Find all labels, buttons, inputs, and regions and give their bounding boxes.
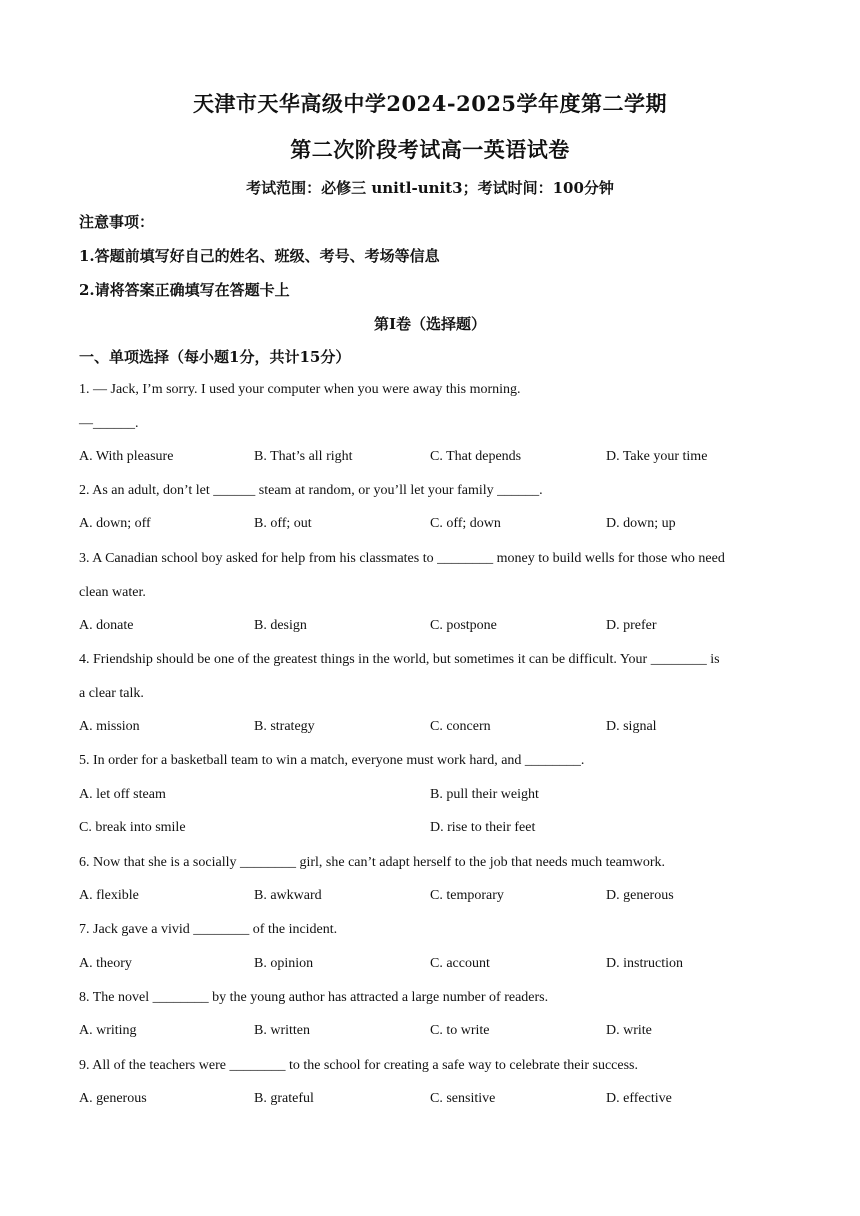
question-7-option-a: A. theory bbox=[79, 956, 132, 971]
question-9-option-d: D. effective bbox=[606, 1091, 672, 1106]
question-3-stem: 3. A Canadian school boy asked for help from his classmates to ________ money to build wells for those who need bbox=[79, 551, 725, 566]
question-1-option-b: B. That’s all right bbox=[254, 449, 353, 464]
question-8-stem: 8. The novel ________ by the young author has attracted a large number of readers. bbox=[79, 990, 549, 1005]
question-4-option-d: D. signal bbox=[606, 719, 657, 734]
question-1-option-a: A. With pleasure bbox=[79, 449, 174, 464]
question-3-option-b: B. design bbox=[254, 618, 307, 633]
question-6-option-b: B. awkward bbox=[254, 888, 322, 903]
question-9-option-c: C. sensitive bbox=[430, 1091, 496, 1106]
section-1-title: 一、单项选择（每小题1分，共计15分） bbox=[79, 348, 351, 366]
question-6-option-d: D. generous bbox=[606, 888, 674, 903]
question-5-stem: 5. In order for a basketball team to win a match, everyone must work hard, and ________. bbox=[79, 753, 585, 768]
question-9-option-b: B. grateful bbox=[254, 1091, 314, 1106]
question-8-option-b: B. written bbox=[254, 1023, 310, 1038]
question-6-option-c: C. temporary bbox=[430, 888, 504, 903]
question-8-option-a: A. writing bbox=[79, 1023, 137, 1038]
question-1-option-c: C. That depends bbox=[430, 449, 522, 464]
question-2-option-a: A. down; off bbox=[79, 516, 151, 531]
question-6-stem: 6. Now that she is a socially ________ girl, she can’t adapt herself to the job that needs much teamwork. bbox=[79, 855, 666, 870]
question-9-option-a: A. generous bbox=[79, 1091, 147, 1106]
question-9-stem: 9. All of the teachers were ________ to the school for creating a safe way to celebrate their success. bbox=[79, 1058, 639, 1073]
exam-title-line1: 天津市天华高级中学2024-2025学年度第二学期 bbox=[192, 91, 668, 116]
question-2-option-c: C. off; down bbox=[430, 516, 501, 531]
question-4-stem-line2: a clear talk. bbox=[79, 686, 144, 701]
question-5-option-d: D. rise to their feet bbox=[430, 820, 536, 835]
question-8-option-c: C. to write bbox=[430, 1023, 490, 1038]
question-3-option-c: C. postpone bbox=[430, 618, 497, 633]
question-7-option-b: B. opinion bbox=[254, 956, 314, 971]
notes-item-2: 2.请将答案正确填写在答题卡上 bbox=[79, 281, 290, 299]
question-3-option-a: A. donate bbox=[79, 618, 134, 633]
question-8-option-d: D. write bbox=[606, 1023, 652, 1038]
exam-title-line2: 第二次阶段考试高一英语试卷 bbox=[290, 137, 570, 162]
question-1-stem-line2: —______. bbox=[79, 416, 139, 431]
question-6-option-a: A. flexible bbox=[79, 888, 139, 903]
question-4-option-a: A. mission bbox=[79, 719, 140, 734]
question-5-option-a: A. let off steam bbox=[79, 787, 166, 802]
exam-scope: 考试范围：必修三 unitl-unit3；考试时间：100分钟 bbox=[246, 179, 614, 197]
question-5-option-c: C. break into smile bbox=[79, 820, 186, 835]
question-3-stem-line2: clean water. bbox=[79, 585, 146, 600]
question-1-stem: 1. — Jack, I’m sorry. I used your computer when you were away this morning. bbox=[79, 382, 521, 397]
question-7-option-d: D. instruction bbox=[606, 956, 683, 971]
question-7-option-c: C. account bbox=[430, 956, 490, 971]
question-4-stem: 4. Friendship should be one of the greatest things in the world, but sometimes it can be difficult. Your ________ is bbox=[79, 652, 720, 667]
question-1-option-d: D. Take your time bbox=[606, 449, 708, 464]
question-5-option-b: B. pull their weight bbox=[430, 787, 539, 802]
question-7-stem: 7. Jack gave a vivid ________ of the incident. bbox=[79, 922, 338, 937]
question-2-option-b: B. off; out bbox=[254, 516, 312, 531]
notes-heading: 注意事项： bbox=[79, 213, 155, 231]
question-2-stem: 2. As an adult, don’t let ______ steam at random, or you’ll let your family ______. bbox=[79, 483, 543, 498]
question-3-option-d: D. prefer bbox=[606, 618, 657, 633]
question-2-option-d: D. down; up bbox=[606, 516, 676, 531]
notes-item-1: 1.答题前填写好自己的姓名、班级、考号、考场等信息 bbox=[79, 247, 440, 265]
part-1-title: 第Ⅰ卷（选择题） bbox=[373, 315, 487, 333]
question-4-option-c: C. concern bbox=[430, 719, 491, 734]
question-4-option-b: B. strategy bbox=[254, 719, 315, 734]
